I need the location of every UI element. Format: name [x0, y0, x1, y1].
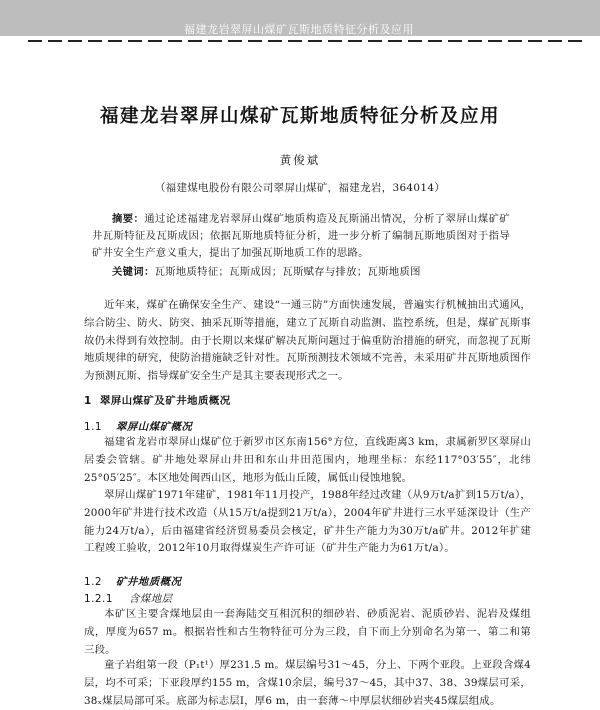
section-heading-1-2: [84, 573, 181, 588]
paragraph-1-1-a: 福建省龙岩市翠屏山煤矿位于新罗市区东南156°方位，直线距离3 km，隶属新罗区翠屏山居委会管辖。矿井地处翠屏山井田和东山井田范围内，地理坐标：东经117°03′55″，北纬25°05′25″。本区地处闽西山区，地形为低山丘陵，属低山侵蚀地貌。: [84, 436, 531, 484]
section-number: 1.1: [84, 421, 103, 433]
abstract-label: 摘要：: [112, 213, 145, 225]
keywords-label: 关键词：: [112, 266, 155, 278]
section-number: 1.2.1: [84, 593, 113, 605]
section-title: 矿井地质概况: [116, 576, 182, 588]
paragraph-1-2-1-a: 本矿区主要含煤地层由一套海陆交互相沉积的细砂岩、砂质泥岩、泥质砂岩、泥岩及煤组成，厚度为657 m。根据岩性和古生物特征可分为三段，自下而上分别命名为第一、第二和第三段。: [84, 608, 531, 656]
abstract: [92, 211, 510, 262]
abstract-text: 通过论述福建龙岩翠屏山煤矿地质构造及瓦斯涌出情况，分析了翠屏山煤矿矿井瓦斯特征及瓦斯成因；依据瓦斯地质特征分析，进一步分析了编制瓦斯地质图对于指导矿井安全生产意义重大，提出了加强瓦斯地质工作的思路。: [92, 213, 510, 259]
paper-title: 福建龙岩翠屏山煤矿瓦斯地质特征分析及应用: [99, 106, 500, 127]
section-number: 1.2: [84, 576, 103, 588]
section-title: 翠屏山煤矿及矿井地质概况: [99, 395, 231, 407]
running-head-title: 福建龙岩翠屏山煤矿瓦斯地质特征分析及应用: [184, 23, 414, 36]
header-rule: [28, 40, 588, 46]
paragraph-1-1-b: 翠屏山煤矿1971年建矿，1981年11月投产，1988年经过改建（从9万t/a扩到15万t/a），2000年矿井进行技术改造（从15万t/a提到21万t/a），2004年矿井进行三水平延深设计（生产能力24万t/a），后由福建省经济贸易委员会核定，矿井生产能力为30万t/a矿井。2012年扩建工程竣工验收，2012年10月取得煤炭生产许可证（矿井生产能力为61万t/a）。: [84, 489, 531, 555]
section-heading-1: [84, 392, 231, 407]
affiliation: （福建煤电股份有限公司翠屏山煤矿，福建龙岩，364014）: [154, 182, 446, 194]
intro-paragraph: 近年来，煤矿在确保安全生产、建设“一通三防”方面快速发展，普遍实行机械抽出式通风，综合防尘、防火、防突、抽采瓦斯等措施，建立了瓦斯自动监测、监控系统，但是，煤矿瓦斯事故仍未得到有效控制。由于长期以来煤矿解决瓦斯问题过于偏重防治措施的研究，而忽视了瓦斯地质规律的研究，使防治措施缺乏针对性。瓦斯预测技术领域不完善，未采用矿井瓦斯地质图作为预测瓦斯、指导煤矿安全生产是其主要表现形式之一。: [84, 299, 531, 383]
section-heading-1-2-1: [84, 590, 173, 605]
section-title: 翠屏山煤矿概况: [116, 421, 193, 433]
section-title: 含煤地层: [128, 593, 173, 605]
paragraph-1-2-1-b: 童子岩组第一段（P₁t¹）厚231.5 m。煤层编号31～45，分上、下两个亚段。上亚段含煤4层，均不可采；下亚段厚约155 m，含煤10余层，编号37～45，其中37、38、39煤层可采，38ₓ煤层局部可采。底部为标志层Ⅰ，厚6 m，由一套薄～中厚层状细砂岩夹45煤层组成。: [84, 659, 531, 707]
running-header: [0, 0, 600, 36]
section-number: 1: [84, 395, 92, 407]
keywords-text: 瓦斯地质特征；瓦斯成因；瓦斯赋存与排放；瓦斯地质图: [154, 266, 421, 278]
keywords: [92, 264, 510, 281]
section-heading-1-1: [84, 418, 192, 433]
author: 黄俊斌: [279, 153, 321, 167]
